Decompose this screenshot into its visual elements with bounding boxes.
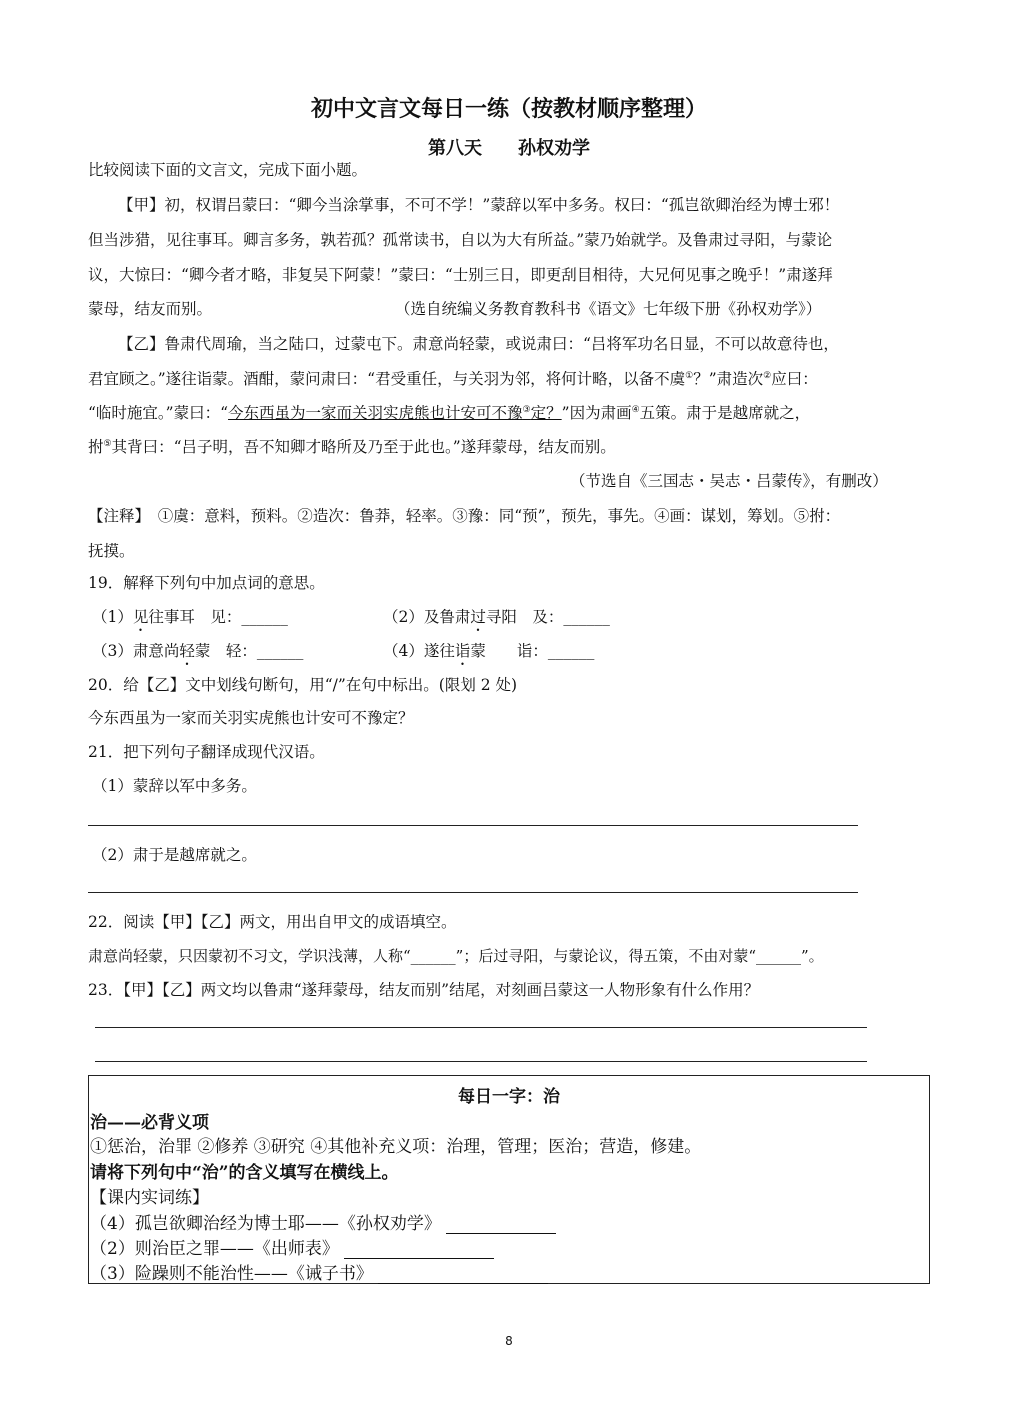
page-title: 初中文言文每日一练（按教材顺序整理） xyxy=(310,96,707,122)
passage-jia-line-4: 蒙母，结友而别。 xyxy=(88,300,213,318)
box-item-3: （3）险躁则不能治性——《诫子书》 xyxy=(90,1259,548,1284)
passage-yi-line-1: 【乙】鲁肃代周瑜，当之陆口，过蒙屯下。肃意尚轻蒙，或说肃曰：“吕将军功名日显，不可以故意待也， xyxy=(118,335,839,353)
passage-jia-line-3: 议，大惊曰：“卿今者才略，非复吴下阿蒙！”蒙曰：“士别三日，即更刮目相待，大兄何见事之晚乎！”肃遂拜 xyxy=(88,266,833,284)
q19-item-1: （1）见往事耳 见：______ xyxy=(92,608,288,626)
passage-yi-line-2: 君宜顾之。”遂往诣蒙。酒酣，蒙问肃曰：“君受重任，与关羽为邻，将何计略，以备不虞①？”肃造次②应曰： xyxy=(88,370,818,388)
passage-jia-line-1: 【甲】初，权谓吕蒙曰：“卿今当涂掌事，不可不学！”蒙辞以军中多务。权曰：“孤岂欲卿治经为博士邪！ xyxy=(118,196,840,214)
underlined-sentence: 今东西虽为一家而关羽实虎熊也计安可不豫③定？ xyxy=(228,404,562,422)
footnote-mark-5: ⑤ xyxy=(103,438,112,449)
notes-line-2: 抚摸。 xyxy=(88,542,135,560)
lesson-subtitle: 第八天 孙权劝学 xyxy=(428,138,590,159)
q22-text: 肃意尚轻蒙，只因蒙初不习文，学识浅薄，人称“______”；后过寻阳，与蒙论议，得五策，不由对蒙“______”。 xyxy=(88,947,824,965)
passage-jia-source: （选自统编义务教育教科书《语文》七年级下册《孙权劝学》） xyxy=(395,300,822,318)
passage-yi-line-4: 拊⑤其背曰：“吕子明，吾不知卿才略所及乃至于此也。”遂拜蒙母，结友而别。 xyxy=(88,438,616,456)
footnote-mark-3: ③ xyxy=(522,404,531,415)
q21-item-2: （2）肃于是越席就之。 xyxy=(92,846,257,864)
passage-jia-line-2: 但当涉猎，见往事耳。卿言多务，孰若孤？孤常读书，自以为大有所益。”蒙乃始就学。及鲁肃过寻阳，与蒙论 xyxy=(88,231,833,249)
box-item-2: （2）则治臣之罪——《出师表》 xyxy=(90,1234,494,1259)
q21-item-1: （1）蒙辞以军中多务。 xyxy=(92,777,257,795)
passage-yi-line-3: “临时施宜。”蒙曰：“今东西虽为一家而关羽实虎熊也计安可不豫③定？”因为肃画④五策。肃于是越席就之， xyxy=(88,404,811,422)
passage-yi-source: （节选自《三国志・吴志・吕蒙传》，有删改） xyxy=(570,472,888,490)
box-task: 请将下列句中“治”的含义填写在横线上。 xyxy=(90,1163,399,1183)
q22-stem: 22．阅读【甲】【乙】两文，用出自甲文的成语填空。 xyxy=(88,913,457,931)
q23-stem: 23．【甲】【乙】两文均以鲁肃“遂拜蒙母，结友而别”结尾，对刻画吕蒙这一人物形象有什么作用？ xyxy=(88,981,760,999)
answer-line[interactable] xyxy=(88,825,858,826)
answer-line[interactable] xyxy=(95,1027,867,1028)
box-section: 【课内实词练】 xyxy=(90,1188,209,1208)
q20-stem: 20．给【乙】文中划线句断句，用“/”在句中标出。(限划 2 处) xyxy=(88,676,518,694)
daily-character-box xyxy=(88,1075,930,1284)
box-item-1: （4）孤岂欲卿治经为博士耶——《孙权劝学》 xyxy=(90,1209,556,1234)
q21-stem: 21．把下列句子翻译成现代汉语。 xyxy=(88,743,325,761)
box-meanings: ①惩治，治罪 ②修养 ③研究 ④其他补充义项：治理，管理；医治；营造，修建。 xyxy=(90,1137,702,1157)
q19-item-4: （4）遂往诣蒙 诣：______ xyxy=(383,642,595,660)
fill-blank[interactable] xyxy=(446,1216,556,1234)
footnote-mark-1: ① xyxy=(685,370,694,381)
box-title: 每日一字：治 xyxy=(458,1087,560,1107)
q19-item-2: （2）及鲁肃过寻阳 及：______ xyxy=(383,608,610,626)
q19-item-3: （3）肃意尚轻蒙 轻：______ xyxy=(92,642,304,660)
fill-blank[interactable] xyxy=(378,1266,548,1284)
answer-line[interactable] xyxy=(88,892,858,893)
q20-sentence: 今东西虽为一家而关羽实虎熊也计安可不豫定？ xyxy=(88,709,414,727)
notes-line-1: 【注释】 ①虞：意料，预料。②造次：鲁莽，轻率。③豫：同“预”，预先，事先。④画：谋划，筹划。⑤拊： xyxy=(88,507,841,525)
instruction: 比较阅读下面的文言文，完成下面小题。 xyxy=(88,161,368,179)
fill-blank[interactable] xyxy=(344,1241,494,1259)
footnote-mark-2: ② xyxy=(763,370,772,381)
q19-stem: 19．解释下列句中加点词的意思。 xyxy=(88,574,325,592)
answer-line[interactable] xyxy=(95,1061,867,1062)
box-heading: 治——必背义项 xyxy=(90,1113,209,1133)
footnote-mark-4: ④ xyxy=(631,404,640,415)
page-number: 8 xyxy=(505,1334,513,1348)
